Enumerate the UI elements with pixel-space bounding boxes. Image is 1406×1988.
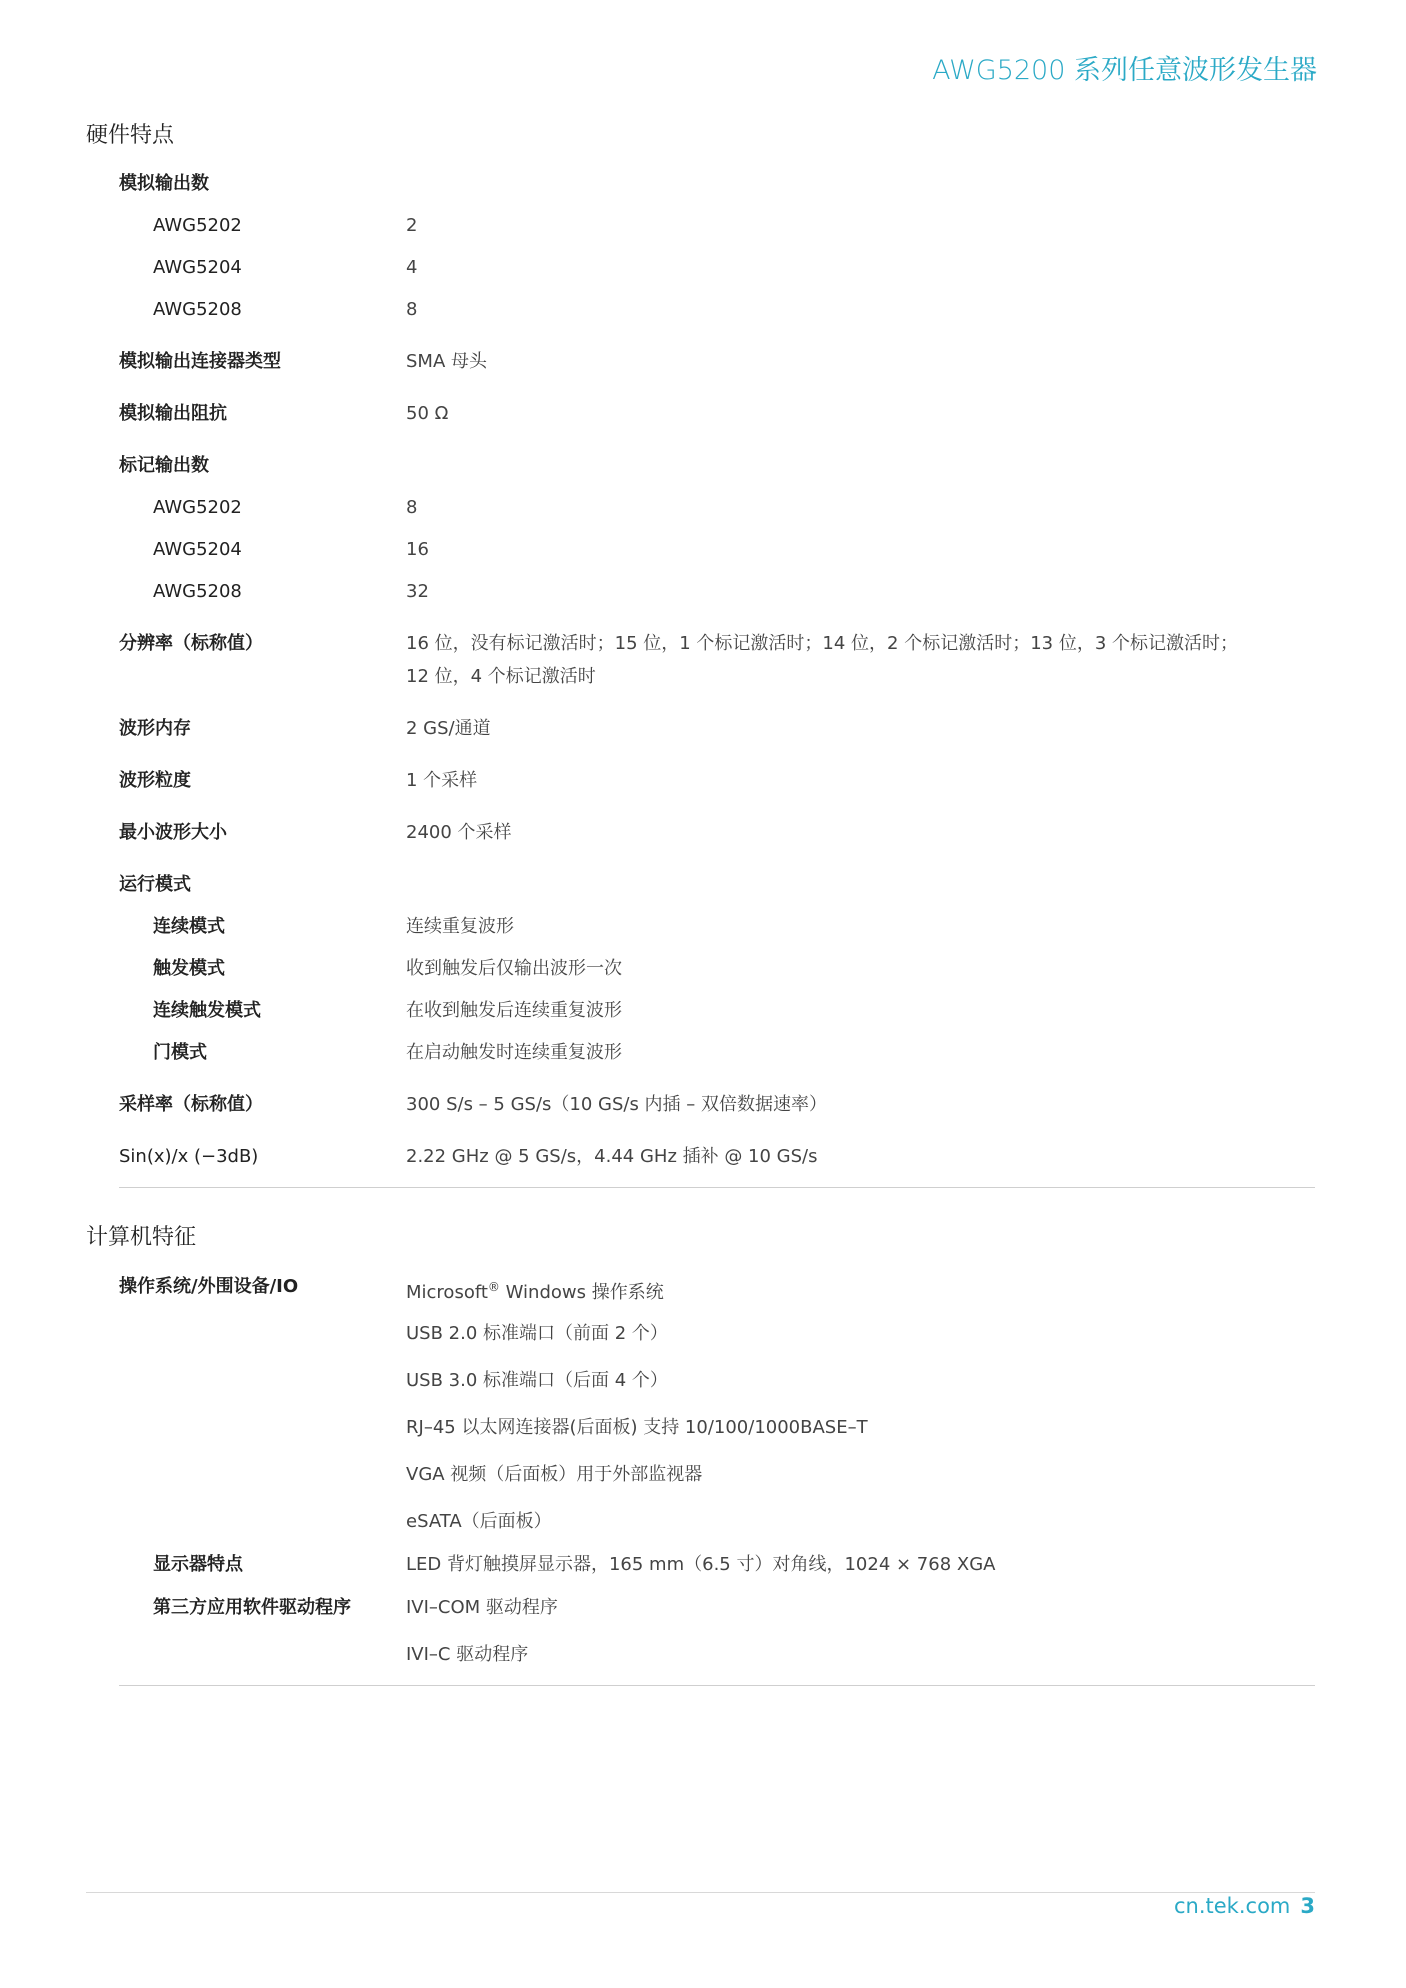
page-number: 3	[1300, 1894, 1315, 1918]
section-divider	[119, 1685, 1315, 1686]
spec-value-os	[406, 1271, 1315, 1309]
spec-label: 波形粒度	[119, 770, 191, 791]
spec-label: 模拟输出阻抗	[119, 403, 227, 424]
spec-value-line2: 12 位，4 个标记激活时	[406, 666, 596, 687]
section-title-hardware: 硬件特点	[86, 123, 175, 148]
page-footer	[1174, 1894, 1315, 1918]
spec-value: 16	[406, 539, 429, 560]
spec-value: 8	[406, 497, 418, 518]
ms-suffix: Windows 操作系统	[499, 1282, 664, 1303]
model-label: AWG5202	[153, 497, 242, 518]
spec-label: 模拟输出数	[119, 173, 209, 194]
spec-value: 2 GS/通道	[406, 718, 491, 739]
spec-value: 1 个采样	[406, 770, 478, 791]
spec-value: 50 Ω	[406, 403, 449, 424]
registered-mark: ®	[487, 1280, 500, 1294]
spec-value: RJ–45 以太网连接器(后面板) 支持 10/100/1000BASE–T	[406, 1417, 868, 1438]
spec-value: 在收到触发后连续重复波形	[406, 1000, 622, 1021]
spec-label: 采样率（标称值）	[119, 1094, 263, 1115]
mode-label: 连续触发模式	[153, 1000, 261, 1021]
footer-site-link[interactable]: cn.tek.com	[1174, 1894, 1291, 1918]
spec-value: 32	[406, 581, 429, 602]
spec-value: USB 2.0 标准端口（前面 2 个）	[406, 1323, 668, 1344]
model-label: AWG5208	[153, 299, 242, 320]
spec-value: IVI–C 驱动程序	[406, 1644, 529, 1665]
model-label: AWG5204	[153, 539, 242, 560]
spec-label: Sin(x)/x (−3dB)	[119, 1146, 259, 1167]
spec-value: LED 背灯触摸屏显示器，165 mm（6.5 寸）对角线，1024 × 768 XGA	[406, 1554, 996, 1575]
spec-value: 2400 个采样	[406, 822, 512, 843]
spec-label: 最小波形大小	[119, 822, 227, 843]
spec-label: 运行模式	[119, 874, 191, 895]
spec-value: 2.22 GHz @ 5 GS/s，4.44 GHz 插补 @ 10 GS/s	[406, 1146, 818, 1167]
spec-label: 波形内存	[119, 718, 191, 739]
spec-value: VGA 视频（后面板）用于外部监视器	[406, 1464, 703, 1485]
section-divider	[119, 1187, 1315, 1188]
spec-label: 第三方应用软件驱动程序	[153, 1597, 351, 1618]
spec-value: 在启动触发时连续重复波形	[406, 1042, 622, 1063]
spec-value: eSATA（后面板）	[406, 1511, 552, 1532]
spec-value: USB 3.0 标准端口（后面 4 个）	[406, 1370, 668, 1391]
mode-label: 连续模式	[153, 916, 225, 937]
model-label: AWG5204	[153, 257, 242, 278]
spec-value: 2	[406, 215, 418, 236]
mode-label: 门模式	[153, 1042, 207, 1063]
spec-value: 8	[406, 299, 418, 320]
model-label: AWG5208	[153, 581, 242, 602]
spec-value: 300 S/s – 5 GS/s（10 GS/s 内插 – 双倍数据速率）	[406, 1094, 827, 1115]
model-label: AWG5202	[153, 215, 242, 236]
spec-value-line1: 16 位，没有标记激活时；15 位，1 个标记激活时；14 位，2 个标记激活时；13 位，3 个标记激活时；	[406, 633, 1239, 654]
spec-value: 4	[406, 257, 418, 278]
spec-value: 连续重复波形	[406, 916, 514, 937]
spec-label: 显示器特点	[153, 1554, 243, 1575]
spec-label: 操作系统/外围设备/IO	[119, 1276, 299, 1297]
section-title-computer: 计算机特征	[86, 1225, 197, 1250]
footer-divider	[86, 1892, 1315, 1893]
spec-value: 收到触发后仅输出波形一次	[406, 958, 622, 979]
spec-label: 标记输出数	[119, 455, 209, 476]
spec-value: SMA 母头	[406, 351, 487, 372]
mode-label: 触发模式	[153, 958, 225, 979]
spec-label: 分辨率（标称值）	[119, 633, 263, 654]
page-header-title: AWG5200 系列任意波形发生器	[932, 55, 1317, 86]
ms-prefix: Microsoft	[406, 1282, 488, 1303]
spec-label: 模拟输出连接器类型	[119, 351, 281, 372]
spec-value: IVI–COM 驱动程序	[406, 1597, 558, 1618]
